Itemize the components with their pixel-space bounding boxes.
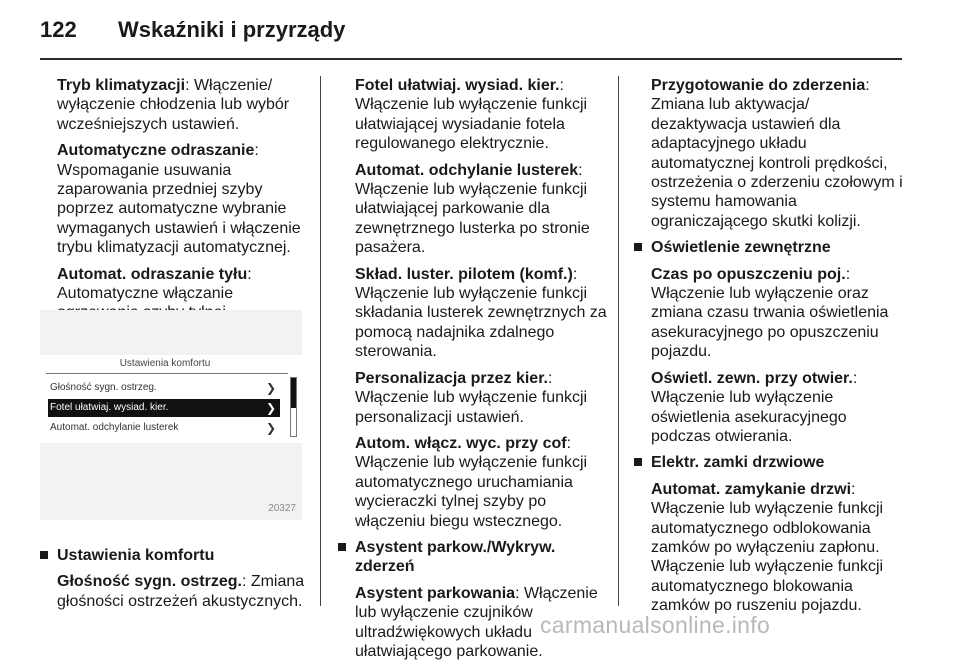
entry-automatyczne-odraszanie — [57, 141, 312, 257]
entry-text: Włączenie lub wyłączenie funkcji automatycznego odblokowania zamków po wyłączeniu zapłonu. Włączenie lub wyłączenie funkcji automatycznego blokowania zamków po ruszeniu pojazdu. — [651, 500, 884, 615]
menu-item-label: Automat. odchylanie lusterek — [50, 422, 179, 433]
entry-glosnosc-sygn — [57, 572, 312, 611]
column-divider — [320, 76, 321, 606]
scrollbar[interactable] — [290, 377, 297, 437]
entry-term: Automat. odraszanie tyłu — [57, 265, 248, 283]
bullet-square-icon — [634, 243, 642, 251]
entry-separator: : — [865, 77, 870, 94]
entry-separator: : — [852, 369, 858, 387]
entry-czas-po-opuszczeniu — [651, 265, 906, 362]
page-number: 122 — [40, 17, 77, 42]
entry-text: Automatyczne włączanie — [57, 285, 234, 303]
menu-item-odchylanie-lusterek[interactable] — [48, 419, 280, 437]
entry-separator: : — [247, 265, 252, 283]
entry-term: Oświetl. zewn. przy otwier. — [651, 369, 853, 387]
column-3 — [651, 76, 906, 623]
bullet-label: Asystent parkow./Wykryw. zderzeń — [355, 538, 556, 576]
bullet-square-icon — [634, 458, 642, 466]
menu-item-fotel-selected[interactable] — [48, 399, 280, 417]
entry-oswietl-zewn — [651, 369, 906, 447]
entry-term: Personalizacja przez kier. — [355, 369, 548, 387]
bullet-square-icon — [338, 543, 346, 551]
column-2 — [355, 76, 610, 668]
page-title: Wskaźniki i przyrządy — [118, 17, 346, 42]
entry-text: Włączenie lub wyłączenie czujników ultradźwiękowych układu ułatwiającego parkowanie. — [355, 584, 598, 660]
screen-figure — [40, 310, 302, 520]
entry-term: Przygotowanie do zderzenia — [651, 77, 866, 94]
entry-term: Skład. luster. pilotem (komf.) — [355, 265, 573, 283]
bullet-asystent-parkow — [355, 538, 610, 577]
bullet-label: Oświetlenie zewnętrzne — [651, 239, 831, 257]
scrollbar-thumb[interactable] — [291, 378, 296, 408]
entry-separator: : — [578, 161, 583, 179]
entry-fotel-ulatwiaj — [355, 76, 610, 154]
entry-tryb-klimatyzacji — [57, 76, 312, 134]
chevron-right-icon: ❯ — [265, 421, 276, 435]
screen-divider — [46, 373, 288, 374]
entry-separator: : — [845, 265, 851, 283]
entry-text: Zmiana głośności ostrzeżeń akustycznych. — [57, 573, 305, 610]
entry-text: Włączenie lub wyłączenie funkcji składania lusterek zewnętrznych za pomocą nadajnika zdalnego sterowania. — [355, 285, 607, 361]
bullet-oswietlenie-zewnetrzne — [651, 238, 906, 257]
entry-separator: : — [241, 573, 251, 591]
entry-text: Włączenie lub wyłączenie funkcji ułatwiającej wysiadanie fotela regulowanego elektrycznie. — [355, 96, 588, 153]
entry-separator: : — [185, 77, 194, 94]
entry-term: Automat. odchylanie lusterek — [355, 161, 579, 179]
entry-term: Głośność sygn. ostrzeg. — [57, 573, 242, 591]
figure-code: 20327 — [268, 503, 296, 514]
entry-term: Automat. zamykanie drzwi — [651, 480, 852, 498]
entry-text: Zmiana lub aktywacja/ dezaktywacja ustawień dla adaptacyjnego układu automatycznej kontroli prędkości, ostrzeżenia o zderzeniu czołowym i systemu hamowania ograniczającego skutki kolizji. — [651, 96, 903, 230]
entry-autom-wlacz-wyc — [355, 434, 610, 531]
bullet-elektr-zamki — [651, 453, 906, 472]
entry-text: Włączenie lub wyłączenie funkcji personalizacji ustawień. — [355, 389, 588, 426]
entry-separator: : — [559, 77, 564, 94]
entry-term: Automatyczne odraszanie — [57, 142, 255, 160]
entry-term: Asystent parkowania — [355, 584, 516, 602]
entry-separator: : — [254, 142, 259, 160]
chevron-right-icon: ❯ — [265, 401, 276, 415]
watermark: carmanualsonline.info — [540, 612, 771, 638]
entry-sklad-luster — [355, 265, 610, 362]
display-screen — [40, 355, 302, 443]
entry-automat-zamykanie — [651, 480, 906, 616]
chevron-right-icon: ❯ — [265, 381, 276, 395]
column-divider — [618, 76, 619, 606]
page-header — [40, 10, 345, 50]
entry-text: Włączenie lub wyłączenie funkcji ułatwiającej parkowanie dla zewnętrznego lusterka po stronie pasażera. — [355, 181, 590, 257]
header-rule — [40, 58, 902, 60]
entry-text: Włączenie lub wyłączenie funkcji automatycznego uruchamiania wycieraczki tylnej szyby po włączeniu biegu wstecznego. — [355, 454, 588, 530]
screen-title: Ustawienia komfortu — [119, 358, 211, 369]
entry-text: Włączenie lub wyłączenie oświetlenia asekuracyjnego podczas otwierania. — [651, 389, 847, 445]
bullet-label: Elektr. zamki drzwiowe — [651, 454, 825, 472]
entry-text: Wspomaganie usuwania zaparowania przedniej szyby poprzez automatyczne wybranie wymaganych ustawień i włączenie trybu klimatyzacji automatycznej. — [57, 161, 301, 257]
entry-term: Tryb klimatyzacji — [57, 77, 186, 94]
entry-term: Fotel ułatwiaj. wysiad. kier. — [355, 77, 560, 94]
entry-text: Włączenie lub wyłączenie oraz zmiana czasu trwania oświetlenia asekuracyjnego po opuszczeniu pojazdu. — [651, 285, 889, 361]
entry-separator: : — [515, 584, 524, 602]
bullet-ustawienia-komfortu — [57, 546, 312, 565]
entry-term: Czas po opuszczeniu poj. — [651, 265, 846, 283]
menu-item-label: Głośność sygn. ostrzeg. — [50, 382, 157, 393]
menu-item-glosnosc[interactable] — [48, 379, 280, 397]
entry-separator: : — [566, 434, 572, 452]
entry-personalizacja — [355, 369, 610, 427]
bullet-square-icon — [40, 551, 48, 559]
entry-separator: : — [572, 265, 578, 283]
entry-term: Autom. włącz. wyc. przy cof — [355, 434, 567, 452]
entry-separator: : — [851, 480, 856, 498]
bullet-label: Ustawienia komfortu — [57, 546, 215, 564]
menu-item-label: Fotel ułatwiaj. wysiad. kier. — [50, 402, 169, 413]
entry-przygotowanie-zderzenia — [651, 76, 906, 231]
entry-separator: : — [548, 369, 553, 387]
entry-text: Włączenie/ wyłączenie chłodzenia lub wybór wcześniejszych ustawień. — [57, 77, 290, 133]
entry-odchylanie-lusterek — [355, 161, 610, 258]
